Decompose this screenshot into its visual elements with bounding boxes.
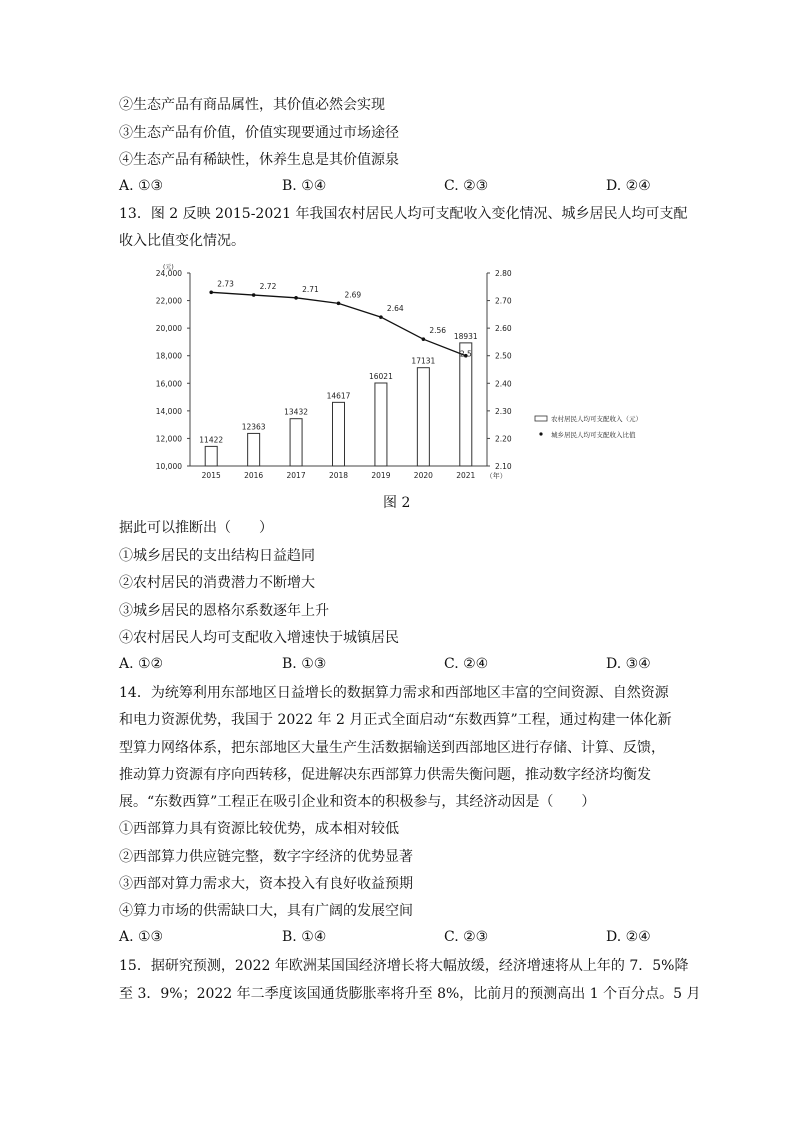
left-tick-label: 18,000 [155, 351, 182, 361]
ratio-point-label: 2.5 [459, 349, 472, 359]
q12-option-3: ③生态产品有价值，价值实现要通过市场途径 [119, 125, 399, 141]
chart-bars [199, 332, 478, 466]
right-tick-label: 2.60 [495, 324, 512, 334]
q12-answer-a[interactable]: A. ①③ [119, 178, 164, 194]
q15-stem-line1: 15．据研究预测，2022 年欧洲某国国经济增长将大幅放缓，经济增速将从上年的 7．5%降 [119, 958, 689, 974]
q13-answer-row [119, 656, 659, 674]
q13-stem-line1: 13．图 2 反映 2015-2021 年我国农村居民人均可支配收入变化情况、城乡居民人均可支配 [119, 206, 688, 222]
income-bar [417, 368, 429, 466]
q13-option-2: ②农村居民的消费潜力不断增大 [119, 575, 315, 591]
income-chart [145, 263, 657, 485]
ratio-point-label: 2.69 [344, 290, 362, 300]
right-tick-label: 2.50 [495, 351, 512, 361]
income-bar [290, 419, 302, 466]
ratio-point-label: 2.64 [386, 304, 404, 314]
q12-answer-d[interactable]: D. ②④ [606, 178, 651, 194]
q12-option-2: ②生态产品有商品属性，其价值必然会实现 [119, 97, 385, 113]
q13-answer-d[interactable]: D. ③④ [606, 656, 651, 672]
income-bar-label: 18931 [453, 331, 478, 341]
x-tick-label: 2020 [413, 471, 433, 480]
figure-caption: 图 2 [383, 495, 411, 511]
ratio-point [422, 337, 426, 341]
q13-option-3: ③城乡居民的恩格尔系数逐年上升 [119, 603, 329, 619]
q14-answer-a[interactable]: A. ①③ [119, 929, 164, 945]
q15-stem-line2: 至 3．9%；2022 年二季度该国通货膨胀率将升至 8%，比前月的预测高出 1 个百分点。5 月 [119, 986, 701, 1002]
right-tick-label: 2.20 [495, 434, 512, 444]
x-tick-label: 2021 [456, 471, 476, 480]
right-tick-label: 2.40 [495, 379, 512, 389]
q14-answer-row [119, 929, 659, 947]
q14-answer-c[interactable]: C. ②③ [444, 929, 489, 945]
q14-option-4: ④算力市场的供需缺口大，具有广阔的发展空间 [119, 903, 413, 919]
ratio-point [252, 293, 256, 297]
income-bar-label: 16021 [368, 371, 393, 381]
ratio-point-label: 2.73 [217, 279, 234, 289]
right-tick-label: 2.80 [495, 269, 512, 278]
q12-option-4: ④生态产品有稀缺性，休养生息是其价值源泉 [119, 152, 399, 168]
left-tick-label: 24,000 [155, 269, 182, 278]
x-unit-label: （年） [485, 472, 507, 480]
q13-option-4: ④农村居民人均可支配收入增速快于城镇居民 [119, 630, 399, 646]
right-tick-label: 2.10 [495, 462, 512, 471]
income-bar-label: 14617 [326, 391, 351, 401]
x-tick-label: 2018 [328, 471, 349, 480]
legend-line-swatch [539, 432, 542, 435]
income-bar [460, 343, 472, 466]
x-tick-label: 2019 [371, 471, 391, 480]
q14-answer-b[interactable]: B. ①④ [282, 929, 327, 945]
right-tick-label: 2.30 [495, 406, 512, 416]
legend-bar-label: 农村居民人均可支配收入（元） [551, 415, 642, 423]
ratio-point [209, 291, 213, 295]
income-chart-svg [145, 263, 657, 485]
x-tick-label: 2016 [244, 471, 264, 480]
chart-legend [535, 414, 642, 439]
q13-option-1: ①城乡居民的支出结构日益趋同 [119, 548, 315, 564]
left-tick-label: 10,000 [155, 462, 182, 471]
q14-option-2: ②西部算力供应链完整，数字字经济的优势显著 [119, 849, 413, 865]
q13-stem-line2: 收入比值变化情况。 [119, 233, 245, 249]
q14-option-1: ①西部算力具有资源比较优势，成本相对较低 [119, 821, 399, 837]
income-bar-label: 12363 [241, 422, 266, 432]
legend-bar-swatch [535, 416, 547, 421]
x-tick-label: 2015 [201, 471, 221, 480]
q12-answer-b[interactable]: B. ①④ [282, 178, 327, 194]
ratio-point-label: 2.56 [429, 326, 447, 336]
ratio-point [337, 302, 341, 306]
ratio-point [294, 296, 298, 300]
left-tick-label: 20,000 [155, 324, 182, 334]
ratio-point-label: 2.71 [302, 284, 319, 294]
q14-stem-line4: 推动算力资源有序向西转移，促进解决东西部算力供需失衡问题，推动数字经济均衡发 [119, 767, 651, 783]
chart-ratio-line [209, 279, 472, 358]
q13-answer-a[interactable]: A. ①② [119, 656, 164, 672]
left-unit-label: (元) [163, 264, 174, 271]
left-tick-label: 16,000 [155, 379, 182, 389]
income-bar [333, 402, 345, 466]
q13-answer-c[interactable]: C. ②④ [444, 656, 489, 672]
left-tick-label: 14,000 [155, 406, 182, 416]
q12-answer-row [119, 178, 659, 196]
q13-answer-b[interactable]: B. ①③ [282, 656, 327, 672]
legend-line-label: 城乡居民人均可支配收入比值 [551, 431, 636, 439]
income-bar [205, 446, 217, 466]
left-tick-label: 12,000 [155, 434, 182, 444]
income-bar-label: 13432 [284, 407, 309, 417]
q14-stem-line3: 型算力网络体系，把东部地区大量生产生活数据输送到西部地区进行存储、计算、反馈， [119, 740, 665, 756]
income-bar [375, 383, 387, 466]
q12-answer-c[interactable]: C. ②③ [444, 178, 489, 194]
income-bar-label: 17131 [411, 356, 436, 366]
x-tick-label: 2017 [286, 471, 306, 480]
q13-prompt: 据此可以推断出（ ） [119, 520, 273, 536]
q14-stem-line2: 和电力资源优势，我国于 2022 年 2 月正式全面启动“东数西算”工程，通过构建一体化新 [119, 712, 672, 728]
ratio-point [379, 315, 383, 319]
q14-answer-d[interactable]: D. ②④ [606, 929, 651, 945]
q14-stem-line1: 14．为统筹利用东部地区日益增长的数据算力需求和西部地区丰富的空间资源、自然资源 [119, 685, 669, 701]
income-bar [248, 433, 260, 466]
right-tick-label: 2.70 [495, 296, 512, 306]
income-bar-label: 11422 [199, 435, 224, 445]
left-tick-label: 22,000 [155, 296, 182, 306]
q14-option-3: ③西部对算力需求大，资本投入有良好收益预期 [119, 876, 413, 892]
q14-stem-line5: 展。“东数西算”工程正在吸引企业和资本的积极参与，其经济动因是（ ） [119, 794, 596, 810]
ratio-point-label: 2.72 [259, 282, 277, 292]
